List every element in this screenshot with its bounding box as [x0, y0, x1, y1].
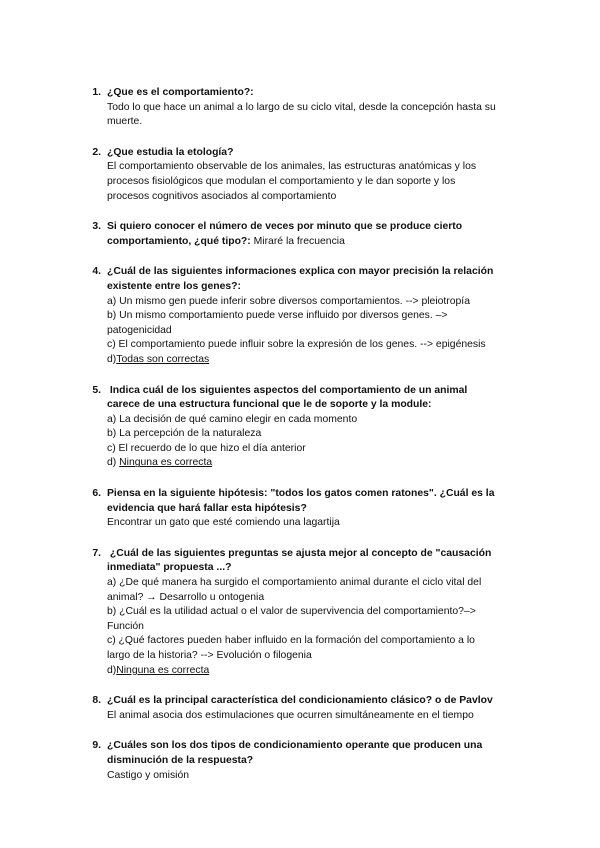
answer-line: procesos fisiológicos que modulan el comportamiento y le dan soporte y los — [107, 175, 456, 187]
option-line: b) La percepción de la naturaleza — [107, 428, 262, 440]
question-text: ¿Cuál de las siguientes informaciones explica con mayor precisión la relación — [107, 266, 494, 278]
question-number: 2. — [92, 146, 101, 158]
answer-line: Encontrar un gato que esté comiendo una lagartija — [107, 517, 340, 529]
question-item-3 — [92, 220, 537, 249]
correct-option-line — [107, 353, 537, 368]
answer-line: Todo lo que hace un animal a lo largo de su ciclo vital, desde la concepción hasta su — [107, 101, 496, 113]
option-line: c) El comportamiento puede influir sobre la expresión de los genes. --> epigénesis — [107, 339, 486, 351]
question-item-4 — [92, 265, 537, 367]
question-text: ¿Que es el comportamiento?: — [107, 87, 254, 98]
question-text: inmediata" propuesta ...? — [107, 562, 232, 574]
option-line: b) Un mismo comportamiento puede verse influido por diversos genes. –> — [107, 310, 448, 322]
question-number: 3. — [92, 221, 101, 233]
question-text: evidencia que hará fallar esta hipótesis? — [107, 502, 307, 514]
question-number: 1. — [92, 87, 101, 98]
question-item-6 — [92, 487, 537, 531]
inline-answer: Miraré la frecuencia — [250, 235, 345, 247]
question-item-9 — [92, 739, 537, 783]
correct-option-line — [107, 664, 537, 679]
option-line: animal? → Desarrollo u ontogenia — [107, 591, 265, 603]
question-item-7 — [92, 547, 537, 678]
question-item-2 — [92, 146, 537, 204]
question-text: Piensa en la siguiente hipótesis: "todos los gatos comen ratones". ¿Cuál es la — [107, 488, 495, 500]
question-text: ¿Cuáles son los dos tipos de condicionamiento operante que producen una — [107, 740, 483, 752]
option-line: largo de la historia? --> Evolución o filogenia — [107, 650, 312, 661]
option-line: a) La decisión de qué camino elegir en cada momento — [107, 413, 358, 425]
option-prefix: d) — [107, 457, 120, 469]
answer-line: El comportamiento observable de los animales, las estructuras anatómicas y los — [107, 161, 477, 173]
question-text: ¿Que estudia la etología? — [107, 146, 234, 158]
question-item-5 — [92, 384, 537, 472]
question-item-1 — [92, 86, 537, 130]
question-number: 4. — [92, 266, 101, 278]
option-line: c) ¿Qué factores pueden haber influido en la formación del comportamiento a lo — [107, 635, 475, 647]
question-number: 6. — [92, 488, 101, 500]
option-line: Función — [107, 620, 144, 632]
question-list — [92, 86, 537, 799]
question-text: carece de una estructura funcional que le de soporte y la module: — [107, 399, 432, 411]
underlined-answer: Ninguna es correcta — [119, 457, 213, 469]
question-text: Indica cuál de los siguientes aspectos del comportamiento de un animal — [107, 384, 468, 396]
answer-line: muerte. — [107, 116, 143, 128]
question-text: Si quiero conocer el número de veces por minuto que se produce cierto — [107, 221, 463, 233]
question-answer-line — [107, 235, 537, 250]
question-number: 8. — [92, 695, 101, 707]
answer-line: procesos cognitivos asociados al comportamiento — [107, 190, 337, 202]
question-number: 5. — [92, 384, 101, 396]
question-text: existente entre los genes?: — [107, 280, 241, 292]
option-line: a) ¿De qué manera ha surgido el comportamiento animal durante el ciclo vital del — [107, 577, 482, 589]
question-text: disminución de la respuesta? — [107, 754, 254, 766]
question-text: ¿Cuál de las siguientes preguntas se ajusta mejor al concepto de "causación — [107, 547, 492, 559]
option-line: c) El recuerdo de lo que hizo el día anterior — [107, 442, 306, 454]
option-prefix: d) — [107, 664, 117, 676]
underlined-answer: Todas son correctas — [116, 353, 210, 365]
question-number: 7. — [92, 547, 101, 559]
question-number: 9. — [92, 740, 101, 752]
answer-line: Castigo y omisión — [107, 769, 190, 781]
option-line: a) Un mismo gen puede inferir sobre diversos comportamientos. --> pleiotropía — [107, 295, 470, 307]
underlined-answer: Ninguna es correcta — [116, 664, 210, 676]
question-text: comportamiento, ¿qué tipo?: — [107, 235, 251, 247]
question-item-8 — [92, 694, 537, 723]
answer-line: El animal asocia dos estimulaciones que ocurren simultáneamente en el tiempo — [107, 709, 474, 721]
option-line: b) ¿Cuál es la utilidad actual o el valor de supervivencia del comportamiento?–> — [107, 606, 476, 618]
option-line: patogenicidad — [107, 324, 172, 336]
option-prefix: d) — [107, 353, 117, 365]
correct-option-line — [107, 456, 537, 471]
question-text: ¿Cuál es la principal característica del condicionamiento clásico? o de Pavlov — [107, 695, 493, 707]
